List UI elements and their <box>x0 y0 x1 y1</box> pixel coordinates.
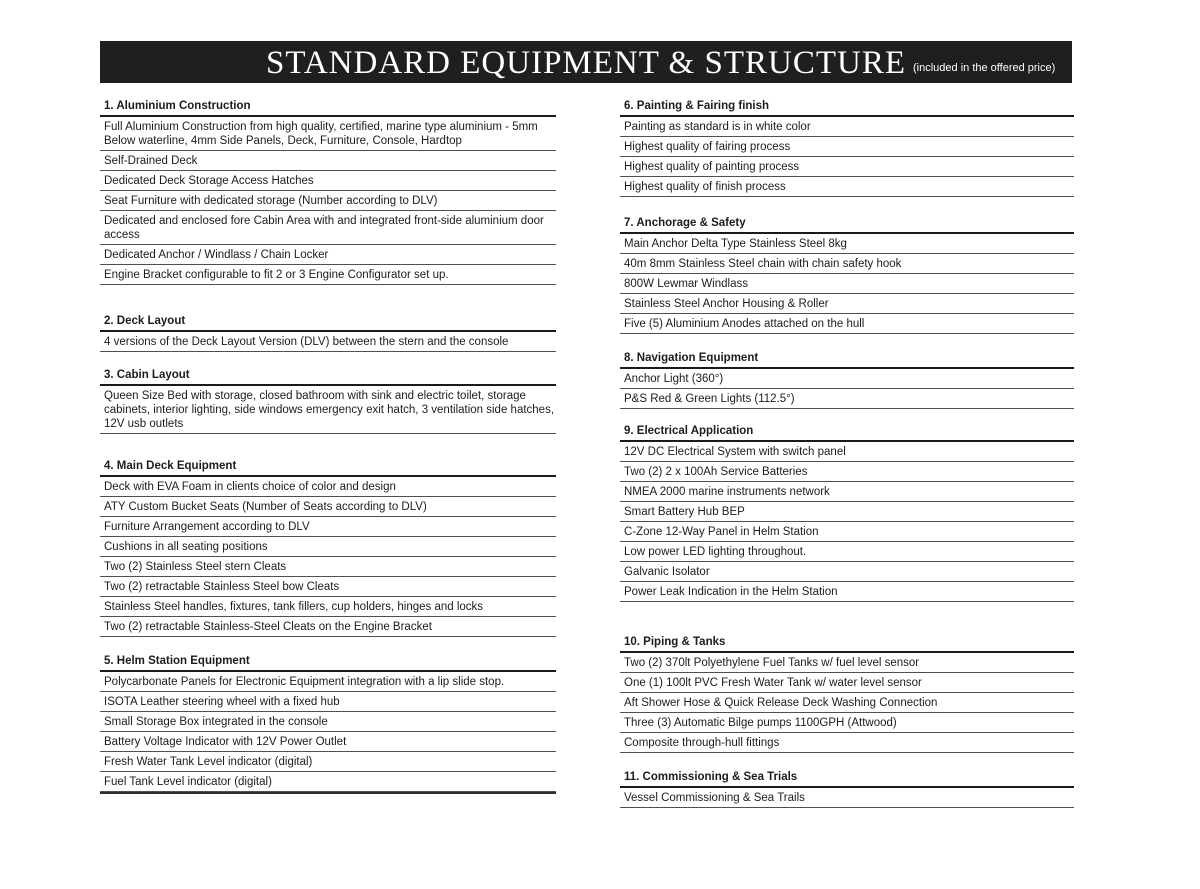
equipment-section <box>620 349 1074 409</box>
equipment-item: Galvanic Isolator <box>620 562 1074 582</box>
equipment-section <box>100 457 556 637</box>
equipment-item: Cushions in all seating positions <box>100 537 556 557</box>
header-banner <box>100 41 1072 83</box>
page-subtitle: (included in the offered price) <box>913 62 1056 74</box>
equipment-section <box>100 366 556 434</box>
equipment-item: Five (5) Aluminium Anodes attached on the hull <box>620 314 1074 334</box>
equipment-section <box>620 422 1074 602</box>
equipment-item: Two (2) Stainless Steel stern Cleats <box>100 557 556 577</box>
equipment-item: Engine Bracket configurable to fit 2 or 3 Engine Configurator set up. <box>100 265 556 285</box>
equipment-list <box>100 117 556 285</box>
equipment-item: Polycarbonate Panels for Electronic Equipment integration with a lip slide stop. <box>100 672 556 692</box>
section-heading: 11. Commissioning & Sea Trials <box>620 768 1074 788</box>
equipment-item: NMEA 2000 marine instruments network <box>620 482 1074 502</box>
section-heading: 2. Deck Layout <box>100 312 556 332</box>
section-heading: 10. Piping & Tanks <box>620 633 1074 653</box>
equipment-item: Furniture Arrangement according to DLV <box>100 517 556 537</box>
equipment-item: Self-Drained Deck <box>100 151 556 171</box>
section-heading: 8. Navigation Equipment <box>620 349 1074 369</box>
equipment-item: Anchor Light (360°) <box>620 369 1074 389</box>
equipment-section <box>100 312 556 352</box>
equipment-section <box>100 97 556 285</box>
equipment-list <box>100 386 556 434</box>
equipment-item: Two (2) 370lt Polyethylene Fuel Tanks w/ fuel level sensor <box>620 653 1074 673</box>
section-heading: 5. Helm Station Equipment <box>100 652 556 672</box>
equipment-item: Painting as standard is in white color <box>620 117 1074 137</box>
equipment-section <box>100 652 556 794</box>
equipment-list <box>620 369 1074 409</box>
equipment-item: Dedicated Anchor / Windlass / Chain Locker <box>100 245 556 265</box>
equipment-list <box>620 234 1074 334</box>
equipment-item: Stainless Steel Anchor Housing & Roller <box>620 294 1074 314</box>
left-column <box>100 97 556 808</box>
equipment-item: ATY Custom Bucket Seats (Number of Seats according to DLV) <box>100 497 556 517</box>
section-heading: 6. Painting & Fairing finish <box>620 97 1074 117</box>
section-heading: 3. Cabin Layout <box>100 366 556 386</box>
equipment-item: Dedicated and enclosed fore Cabin Area with and integrated front-side aluminium door access <box>100 211 556 245</box>
equipment-item: 4 versions of the Deck Layout Version (DLV) between the stern and the console <box>100 332 556 352</box>
equipment-item: Two (2) 2 x 100Ah Service Batteries <box>620 462 1074 482</box>
equipment-section <box>620 214 1074 334</box>
equipment-item: 12V DC Electrical System with switch panel <box>620 442 1074 462</box>
equipment-item: Full Aluminium Construction from high quality, certified, marine type aluminium - 5mm Below waterline, 4mm Side Panels, Deck, Furniture, Console, Hardtop <box>100 117 556 151</box>
equipment-section <box>620 768 1074 808</box>
equipment-list <box>620 442 1074 602</box>
equipment-item: Fresh Water Tank Level indicator (digital) <box>100 752 556 772</box>
section-heading: 1. Aluminium Construction <box>100 97 556 117</box>
equipment-item: 40m 8mm Stainless Steel chain with chain safety hook <box>620 254 1074 274</box>
equipment-list <box>100 332 556 352</box>
title-group <box>265 41 1056 83</box>
equipment-item: 800W Lewmar Windlass <box>620 274 1074 294</box>
equipment-item: Three (3) Automatic Bilge pumps 1100GPH (Attwood) <box>620 713 1074 733</box>
equipment-item: Fuel Tank Level indicator (digital) <box>100 772 556 792</box>
section-heading: 9. Electrical Application <box>620 422 1074 442</box>
equipment-item: Dedicated Deck Storage Access Hatches <box>100 171 556 191</box>
equipment-item: One (1) 100lt PVC Fresh Water Tank w/ water level sensor <box>620 673 1074 693</box>
equipment-item: ISOTA Leather steering wheel with a fixed hub <box>100 692 556 712</box>
equipment-list <box>620 117 1074 197</box>
equipment-item: Two (2) retractable Stainless Steel bow Cleats <box>100 577 556 597</box>
equipment-item: Vessel Commissioning & Sea Trails <box>620 788 1074 808</box>
equipment-item: Stainless Steel handles, fixtures, tank fillers, cup holders, hinges and locks <box>100 597 556 617</box>
equipment-list <box>100 672 556 792</box>
equipment-item: Highest quality of finish process <box>620 177 1074 197</box>
equipment-item: Battery Voltage Indicator with 12V Power Outlet <box>100 732 556 752</box>
equipment-item: P&S Red & Green Lights (112.5°) <box>620 389 1074 409</box>
equipment-list <box>100 477 556 637</box>
content-columns <box>100 83 1200 808</box>
equipment-list <box>620 788 1074 808</box>
equipment-section <box>620 633 1074 753</box>
equipment-section <box>620 97 1074 197</box>
equipment-item: Two (2) retractable Stainless-Steel Cleats on the Engine Bracket <box>100 617 556 637</box>
equipment-item: Highest quality of painting process <box>620 157 1074 177</box>
equipment-item: C-Zone 12-Way Panel in Helm Station <box>620 522 1074 542</box>
equipment-list <box>620 653 1074 753</box>
right-column <box>620 97 1074 808</box>
equipment-item: Smart Battery Hub BEP <box>620 502 1074 522</box>
equipment-item: Power Leak Indication in the Helm Station <box>620 582 1074 602</box>
equipment-item: Seat Furniture with dedicated storage (Number according to DLV) <box>100 191 556 211</box>
equipment-item: Low power LED lighting throughout. <box>620 542 1074 562</box>
equipment-item: Queen Size Bed with storage, closed bathroom with sink and electric toilet, storage cabinets, interior lighting, side windows emergency exit hatch, 3 ventilation side hatches, 12V usb outlets <box>100 386 556 434</box>
equipment-item: Deck with EVA Foam in clients choice of color and design <box>100 477 556 497</box>
equipment-item: Composite through-hull fittings <box>620 733 1074 753</box>
equipment-item: Main Anchor Delta Type Stainless Steel 8kg <box>620 234 1074 254</box>
equipment-item: Aft Shower Hose & Quick Release Deck Washing Connection <box>620 693 1074 713</box>
section-heading: 4. Main Deck Equipment <box>100 457 556 477</box>
section-heading: 7. Anchorage & Safety <box>620 214 1074 234</box>
document-page <box>0 41 1200 889</box>
equipment-item: Small Storage Box integrated in the console <box>100 712 556 732</box>
page-title: STANDARD EQUIPMENT & STRUCTURE <box>265 45 907 81</box>
equipment-item: Highest quality of fairing process <box>620 137 1074 157</box>
